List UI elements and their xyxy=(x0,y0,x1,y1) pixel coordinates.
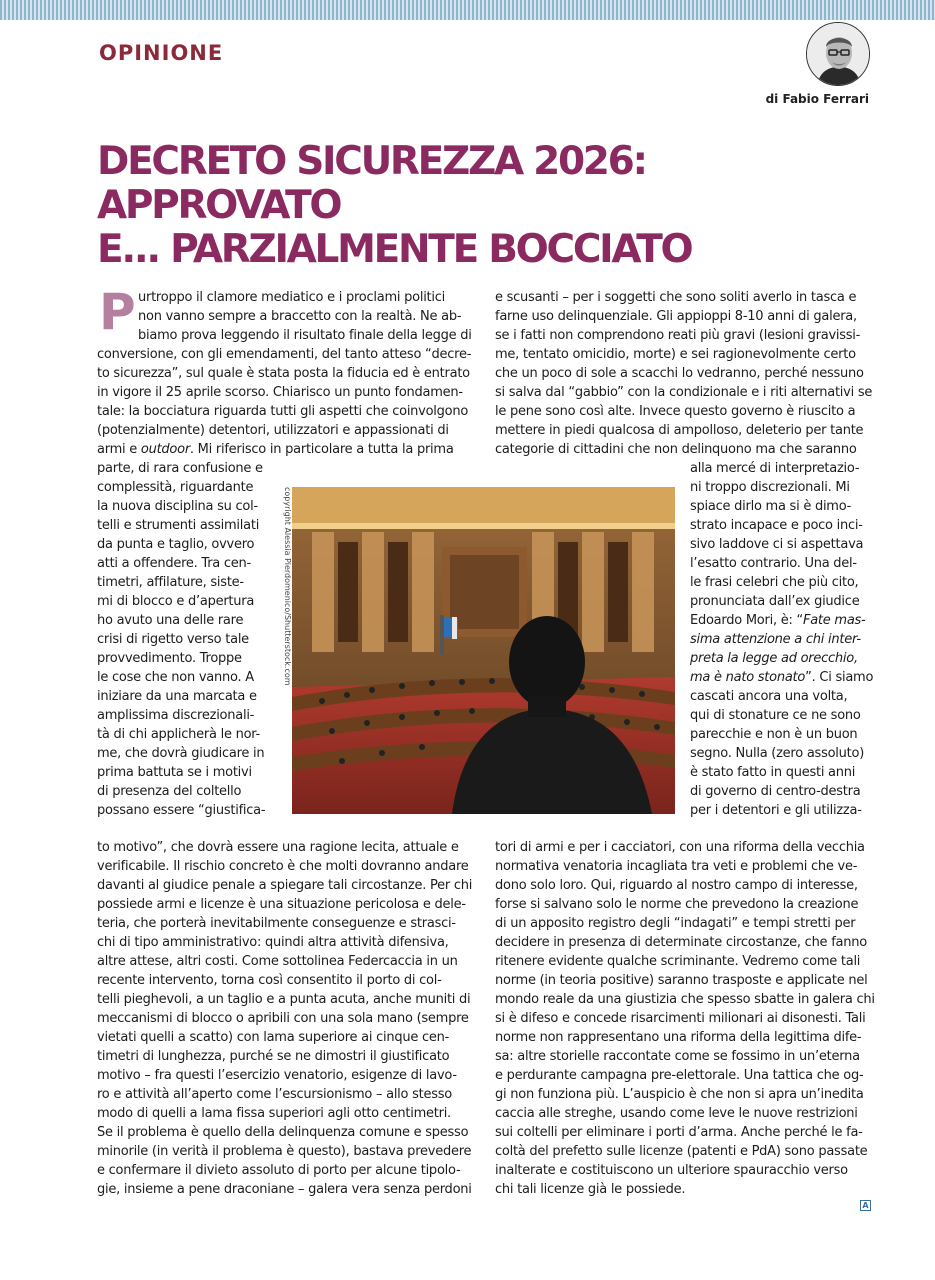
text-line: atti a offendere. Tra cen- xyxy=(97,556,251,571)
col1-top-paragraph xyxy=(97,345,471,459)
text-line: di un apposito registro degli “indagati” e tempi stretti per xyxy=(495,916,856,931)
text-line: parte, di rara confusione e xyxy=(97,461,263,476)
text-line: farne uso delinquenziale. Gli appioppi 8-10 anni di galera, xyxy=(495,309,857,324)
text-line: mondo reale da una giustizia che spesso sbatte in galera chi xyxy=(495,992,875,1007)
col2-top-paragraph xyxy=(495,288,872,459)
text-line: normativa venatoria incagliata tra veti e problemi che ve- xyxy=(495,859,858,874)
text-line: da punta e taglio, ovvero xyxy=(97,537,255,552)
text-line: pronunciata dall’ex giudice xyxy=(690,594,860,609)
text-line: ma è nato stonato”. Ci siamo xyxy=(690,670,874,685)
text-line: to motivo”, che dovrà essere una ragione lecita, attuale e xyxy=(97,840,459,855)
text-line: ni troppo discrezionali. Mi xyxy=(690,480,850,495)
text-line: possiede armi e licenze è una situazione pericolosa e dele- xyxy=(97,897,466,912)
text-line: parecchie e non è un buon xyxy=(690,727,858,742)
text-line: forse si salvano solo le norme che prevedono la creazione xyxy=(495,897,859,912)
text-line: mi di blocco e d’apertura xyxy=(97,594,255,609)
text-line: me, tentato omicidio, morte) e sei ragionevolmente certo xyxy=(495,347,856,362)
text-line: provvedimento. Troppe xyxy=(97,651,242,666)
text-line: norme non rappresentano una riforma della legittima dife- xyxy=(495,1030,862,1045)
text-line: è stato fatto in questi anni xyxy=(690,765,856,780)
text-line: davanti al giudice penale a spiegare tali circostanze. Per chi xyxy=(97,878,473,893)
text-line: alla mercé di interpretazio- xyxy=(690,461,860,476)
text-line: chi tali licenze già le possiede. xyxy=(495,1182,686,1197)
photo-credit: copyright Alessia Pierdomenico/Shutterstock.com xyxy=(283,487,292,686)
author-byline: di Fabio Ferrari xyxy=(765,92,869,106)
top-decorative-stripe xyxy=(0,0,935,20)
text-line: timetri di lunghezza, purché se ne dimostri il giustificato xyxy=(97,1049,450,1064)
text-line: gie, insieme a pene draconiane – galera vera senza perdoni xyxy=(97,1182,472,1197)
text-line: non vanno sempre a braccetto con la realtà. Ne ab- xyxy=(138,309,462,324)
text-line: la nuova disciplina su col- xyxy=(97,499,258,514)
author-avatar xyxy=(806,22,870,86)
text-line: crisi di rigetto verso tale xyxy=(97,632,249,647)
text-line: minorile (in verità il problema è questo), bastava prevedere xyxy=(97,1144,472,1159)
text-line: tori di armi e per i cacciatori, con una riforma della vecchia xyxy=(495,840,865,855)
text-line: spiace dirlo ma si è dimo- xyxy=(690,499,852,514)
text-line: tà di chi applicherà le nor- xyxy=(97,727,260,742)
text-line: ro e attività all’aperto come l’escursionismo – allo stesso xyxy=(97,1087,452,1102)
text-line: vietati quelli a scatto) con lama superiore ai cinque cen- xyxy=(97,1030,450,1045)
headline-line-2: E... PARZIALMENTE BOCCIATO xyxy=(97,227,692,272)
col2-bottom-paragraph xyxy=(495,838,875,1199)
text-line: le frasi celebri che più cito, xyxy=(690,575,859,590)
text-line: sivo laddove ci si aspettava xyxy=(690,537,864,552)
text-line: complessità, riguardante xyxy=(97,480,254,495)
col1-first-lines xyxy=(138,288,472,345)
text-line: tale: la bocciatura riguarda tutti gli aspetti che coinvolgono xyxy=(97,404,469,419)
text-line: modo di quelli a lama fissa superiori agli otto centimetri. xyxy=(97,1106,451,1121)
text-line: di presenza del coltello xyxy=(97,784,242,799)
text-line: inalterate e costituiscono un ulteriore spauracchio verso xyxy=(495,1163,848,1178)
text-line: teria, che porterà inevitabilmente conseguenze e strasci- xyxy=(97,916,456,931)
text-line: ho avuto una delle rare xyxy=(97,613,244,628)
text-line: dono solo loro. Qui, riguardo al nostro campo di interesse, xyxy=(495,878,858,893)
text-line: l’esatto contrario. Una del- xyxy=(690,556,857,571)
text-line: le pene sono così alte. Invece questo governo è riuscito a xyxy=(495,404,856,419)
col1-bottom-paragraph xyxy=(97,838,472,1199)
drop-cap: P xyxy=(99,283,136,341)
text-line: gi non funziona più. L’auspicio è che non si apra un’inedita xyxy=(495,1087,864,1102)
text-line: coltà del prefetto sulle licenze (patenti e PdA) sono passate xyxy=(495,1144,868,1159)
text-line: norme (in teoria positive) saranno trasposte e applicate nel xyxy=(495,973,868,988)
text-line: iniziare da una marcata e xyxy=(97,689,257,704)
text-line: caccia alle streghe, usando come leve le nuove restrizioni xyxy=(495,1106,858,1121)
text-line: e perdurante campagna pre-elettorale. Una tattica che og- xyxy=(495,1068,864,1083)
text-line: altre attese, altri costi. Come sottolinea Federcaccia in un xyxy=(97,954,458,969)
text-line: amplissima discrezionali- xyxy=(97,708,255,723)
text-line: telli e strumenti assimilati xyxy=(97,518,260,533)
text-line: preta la legge ad orecchio, xyxy=(690,651,858,666)
text-line: armi e outdoor. Mi riferisco in particolare a tutta la prima xyxy=(97,442,454,457)
text-line: telli pieghevoli, a un taglio e a punta acuta, anche muniti di xyxy=(97,992,471,1007)
text-line: se i fatti non comprendono reati più gravi (lesioni gravissi- xyxy=(495,328,861,343)
text-line: conversione, con gli emendamenti, del tanto atteso “decre- xyxy=(97,347,472,362)
text-line: in vigore il 25 aprile scorso. Chiarisco un punto fondamen- xyxy=(97,385,463,400)
senate-chamber-photo xyxy=(292,487,675,814)
text-line: sui coltelli per eliminare i porti d’arma. Anche perché le fa- xyxy=(495,1125,863,1140)
text-line: me, che dovrà giudicare in xyxy=(97,746,265,761)
end-of-article-mark: A xyxy=(860,1200,871,1211)
text-line: si salva dal “gabbio” con la condizionale e i riti alternativi se xyxy=(495,385,873,400)
text-line: mettere in piedi qualcosa di ampolloso, deleterio per tante xyxy=(495,423,864,438)
text-line: cascati ancora una volta, xyxy=(690,689,848,704)
text-line: chi di tipo amministrativo: quindi altra attività difensiva, xyxy=(97,935,449,950)
text-line: per i detentori e gli utilizza- xyxy=(690,803,862,818)
text-line: Edoardo Mori, è: “Fate mas- xyxy=(690,613,866,628)
text-line: Se il problema è quello della delinquenza comune e spesso xyxy=(97,1125,469,1140)
text-line: sima attenzione a chi inter- xyxy=(690,632,861,647)
text-line: segno. Nulla (zero assoluto) xyxy=(690,746,865,761)
headline-line-1: DECRETO SICUREZZA 2026: APPROVATO xyxy=(97,139,646,228)
text-line: e confermare il divieto assoluto di porto per alcune tipolo- xyxy=(97,1163,461,1178)
text-line: le cose che non vanno. A xyxy=(97,670,254,685)
text-line: verificabile. Il rischio concreto è che molti dovranno andare xyxy=(97,859,469,874)
text-line: di governo di centro-destra xyxy=(690,784,861,799)
text-line: che un poco di sole a scacchi lo vedranno, perché nessuno xyxy=(495,366,864,381)
text-line: recente intervento, torna così consentito il porto di col- xyxy=(97,973,442,988)
text-line: motivo – fra questi l’esercizio venatorio, esigenze di lavo- xyxy=(97,1068,457,1083)
section-label: OPINIONE xyxy=(99,41,224,65)
text-line: possano essere “giustifica- xyxy=(97,803,266,818)
text-line: meccanismi di blocco o apribili con una sola mano (sempre xyxy=(97,1011,469,1026)
text-line: sa: altre storielle raccontate come se fossimo in un’eterna xyxy=(495,1049,860,1064)
text-line: e scusanti – per i soggetti che sono soliti averlo in tasca e xyxy=(495,290,857,305)
text-line: timetri, affilature, siste- xyxy=(97,575,244,590)
col1-narrow-paragraph xyxy=(97,459,265,820)
text-line: categorie di cittadini che non delinquono ma che saranno xyxy=(495,442,857,457)
text-line: urtroppo il clamore mediatico e i proclami politici xyxy=(138,290,446,305)
col2-narrow-paragraph xyxy=(690,459,873,820)
text-line: qui di stonature ce ne sono xyxy=(690,708,861,723)
text-line: prima battuta se i motivi xyxy=(97,765,252,780)
text-line: biamo prova leggendo il risultato finale della legge di xyxy=(138,328,472,343)
text-line: strato incapace e poco inci- xyxy=(690,518,863,533)
text-line: to sicurezza”, sul quale è stata posta la fiducia ed è entrato xyxy=(97,366,470,381)
text-line: decidere in presenza di determinate circostanze, che fanno xyxy=(495,935,867,950)
text-line: si è difeso e concede risarcimenti milionari ai disonesti. Tali xyxy=(495,1011,866,1026)
text-line: (potenzialmente) detentori, utilizzatori e appassionati di xyxy=(97,423,449,438)
text-line: ritenere evidente qualche scriminante. Vedremo come tali xyxy=(495,954,861,969)
article-headline xyxy=(97,140,887,272)
